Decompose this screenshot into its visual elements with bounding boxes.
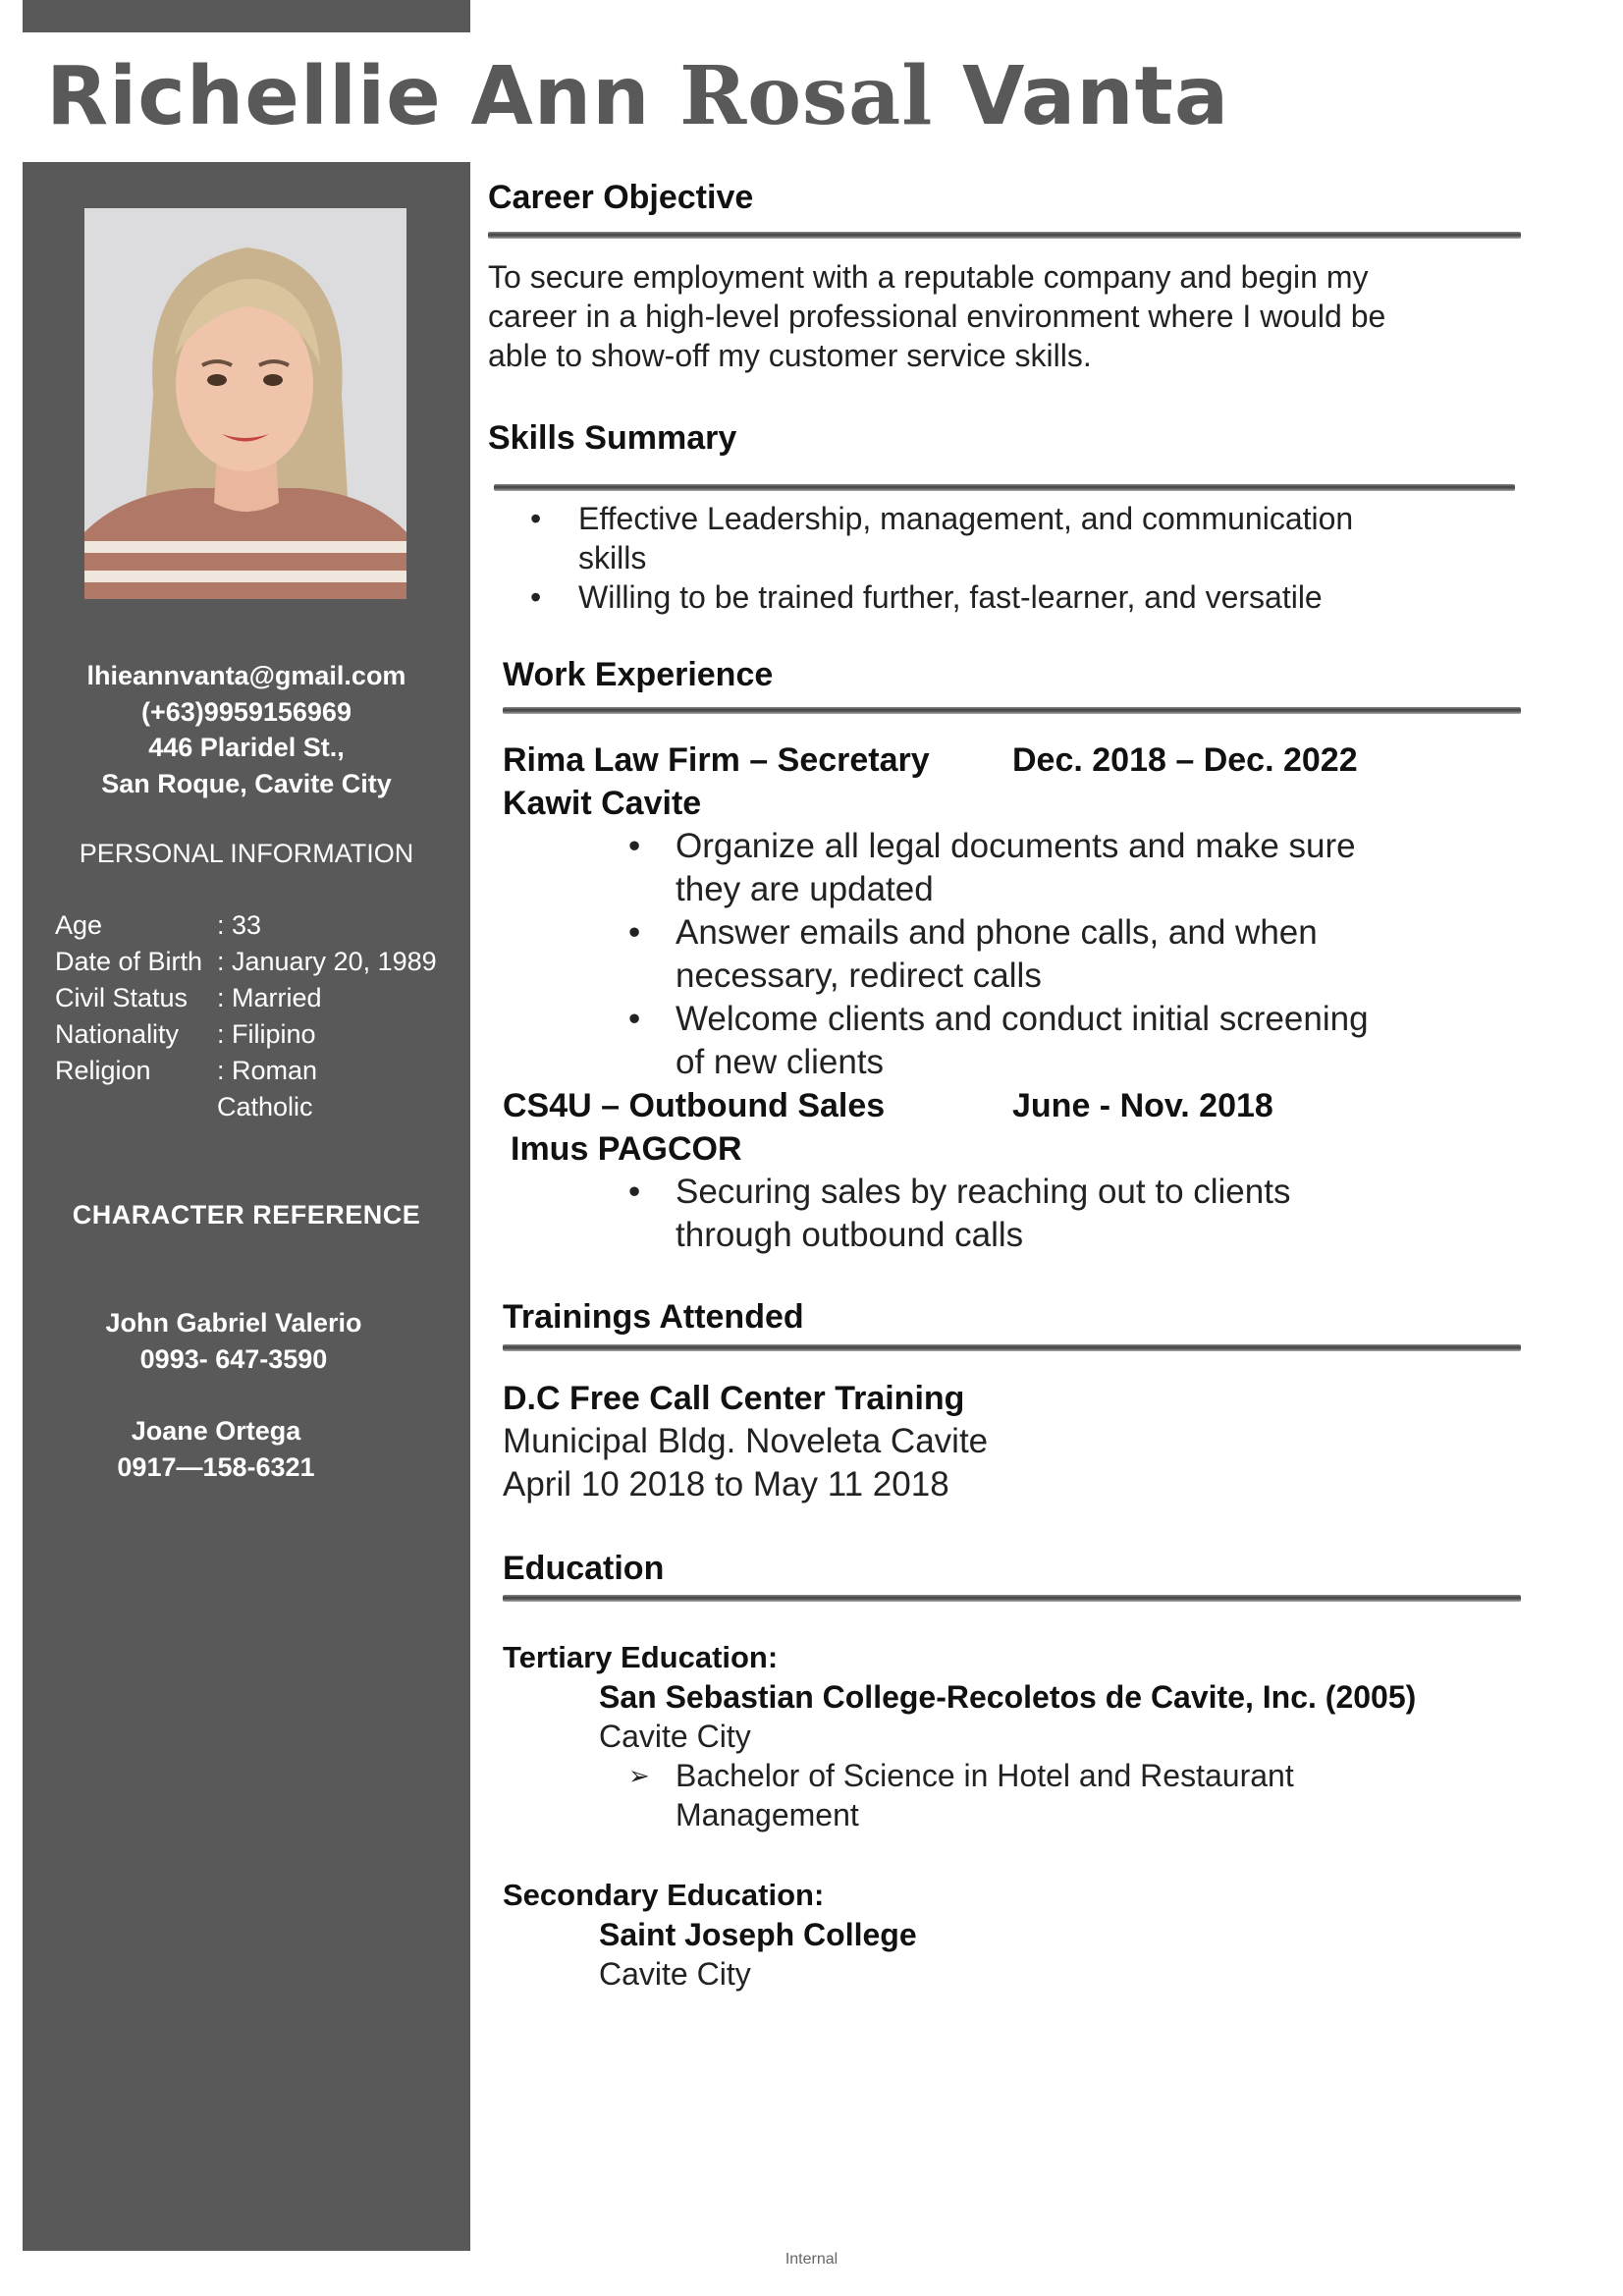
personal-row-religion-cont: Catholic <box>217 1092 313 1121</box>
job-bullet: • <box>628 1000 641 1038</box>
reference-1-name: John Gabriel Valerio <box>105 1308 362 1338</box>
training-place: Municipal Bldg. Noveleta Cavite <box>503 1422 989 1460</box>
skill-item-line: skills <box>578 540 647 575</box>
education-title: Education <box>503 1550 665 1587</box>
job-1-role: Rima Law Firm – Secretary <box>503 741 930 779</box>
job-1-duty-line: of new clients <box>676 1043 885 1081</box>
job-2-place: Imus PAGCOR <box>511 1130 742 1168</box>
contact-address-line2: San Roque, Cavite City <box>101 769 392 798</box>
job-2-duty-line: Securing sales by reaching out to clients <box>676 1173 1291 1211</box>
career-objective-title: Career Objective <box>488 179 754 216</box>
career-objective-line: career in a high-level professional environment where I would be <box>488 299 1386 334</box>
personal-row-religion: Religion : Roman <box>55 1056 318 1085</box>
tertiary-city: Cavite City <box>599 1719 751 1754</box>
section-divider <box>488 232 1521 239</box>
work-experience-title: Work Experience <box>503 656 774 693</box>
skill-item-line: Effective Leadership, management, and communication <box>578 501 1354 536</box>
trainings-title: Trainings Attended <box>503 1298 804 1336</box>
secondary-label: Secondary Education: <box>503 1878 825 1912</box>
contact-address-line1: 446 Plaridel St., <box>148 733 345 762</box>
personal-row-age: Age : 33 <box>55 910 262 940</box>
job-1-dates: Dec. 2018 – Dec. 2022 <box>1012 741 1358 779</box>
section-divider <box>503 1344 1521 1351</box>
job-1-duty-line: Organize all legal documents and make sure <box>676 827 1356 865</box>
job-1-duty-line: Answer emails and phone calls, and when <box>676 913 1318 952</box>
job-1-duty-line: necessary, redirect calls <box>676 957 1042 995</box>
secondary-school: Saint Joseph College <box>599 1917 917 1952</box>
profile-photo <box>84 208 406 599</box>
reference-2-phone: 0917—158-6321 <box>117 1452 315 1482</box>
personal-row-nationality: Nationality : Filipino <box>55 1019 316 1049</box>
career-objective-line: To secure employment with a reputable company and begin my <box>488 259 1369 295</box>
training-name: D.C Free Call Center Training <box>503 1380 965 1417</box>
tertiary-label: Tertiary Education: <box>503 1640 779 1674</box>
career-objective-line: able to show-off my customer service skills. <box>488 338 1092 373</box>
job-1-duty-line: they are updated <box>676 870 934 908</box>
job-bullet: • <box>628 1173 641 1211</box>
personal-row-dob: Date of Birth : January 20, 1989 <box>55 947 437 976</box>
personal-row-civil-status: Civil Status : Married <box>55 983 322 1012</box>
reference-2-name: Joane Ortega <box>131 1416 301 1446</box>
contact-email[interactable]: lhieannvanta@gmail.com <box>86 661 406 690</box>
applicant-name: Richellie Ann Rosal Vanta <box>46 49 1230 143</box>
footer-label: Internal <box>784 2251 839 2268</box>
arrow-bullet-icon: ➢ <box>628 1761 650 1790</box>
job-bullet: • <box>628 913 641 952</box>
character-reference-heading: CHARACTER REFERENCE <box>72 1200 421 1230</box>
skill-bullet: • <box>530 501 542 536</box>
job-bullet: • <box>628 827 641 865</box>
job-1-place: Kawit Cavite <box>503 785 702 822</box>
skill-item-line: Willing to be trained further, fast-learner, and versatile <box>578 579 1323 615</box>
training-dates: April 10 2018 to May 11 2018 <box>503 1465 949 1503</box>
section-divider <box>503 707 1521 714</box>
tertiary-school: San Sebastian College-Recoletos de Cavite, Inc. (2005) <box>599 1679 1417 1715</box>
job-2-duty-line: through outbound calls <box>676 1216 1024 1254</box>
degree-line: Bachelor of Science in Hotel and Restaurant <box>676 1758 1294 1793</box>
contact-phone: (+63)9959156969 <box>141 697 352 727</box>
reference-1-phone: 0993- 647-3590 <box>139 1344 328 1374</box>
job-2-dates: June - Nov. 2018 <box>1012 1087 1273 1124</box>
job-1-duty-line: Welcome clients and conduct initial screening <box>676 1000 1369 1038</box>
personal-info-heading: PERSONAL INFORMATION <box>79 839 414 868</box>
section-divider <box>503 1595 1521 1602</box>
job-2-role: CS4U – Outbound Sales <box>503 1087 886 1124</box>
skill-bullet: • <box>530 579 542 615</box>
skills-summary-title: Skills Summary <box>488 419 737 457</box>
degree-line: Management <box>676 1797 859 1832</box>
section-divider <box>494 484 1515 491</box>
secondary-city: Cavite City <box>599 1956 751 1992</box>
